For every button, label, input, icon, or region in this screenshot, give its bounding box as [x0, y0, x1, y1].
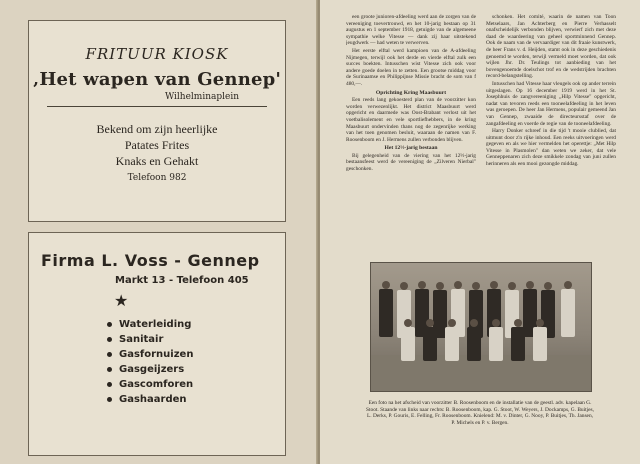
bullet-icon [107, 397, 112, 402]
left-page [0, 0, 318, 464]
list-item [107, 392, 193, 407]
paragraph: Het eerste elftal werd kampioen van de A-afdeeling Nijmegen, terwijl ook het derde en vierde elftal zulk een succes boekten. Intusschen wist Vitesse zich ook voor andere goede doelen in te zetten. Een grootse middag voor de Surinaamse en Philippijnse Missie bracht de som van f 480,—. [346, 47, 476, 87]
paragraph: een groote junioren-afdeeling werd aan de zorgen van de vereeniging toevertrouwd, en het 10-jarig bestaan op 31 augustus en 1 september 1918, getuigde van de algemeene sympathie welke Vitesse — dank zij haar uitstekend jeugdwerk — had weten te verwerven. [346, 14, 476, 47]
list-item-label: Gashaarden [119, 394, 187, 405]
ad-business-name: ‚Het wapen van Gennep' [32, 69, 282, 90]
list-item [107, 362, 193, 377]
ad-line-3: Knaks en Gehakt [115, 154, 199, 168]
team-photo [370, 262, 592, 392]
divider [47, 106, 267, 107]
firm-address: Markt 13 - Telefoon 405 [115, 275, 249, 286]
list-item [107, 377, 193, 392]
list-item-label: Gascomforen [119, 379, 194, 390]
list-item-label: Sanitair [119, 334, 164, 345]
list-item [107, 347, 193, 362]
ad-phone: Telefoon 982 [127, 173, 187, 183]
list-item-label: Gasgeijzers [119, 364, 185, 375]
paragraph: schonken. Het comité, waarin de namen van Toon Metselaars, Jan Achterberg en Pierre Verhasselt onafscheidelijk verbonden blijven, verwierf zich met deze daad de waardeering van geheel sportminnend Gennep. Ook de naam van de vervaardiger van dit fraaie kunstwerk, de heer Frans v. d. Heijden, stamt ook in deze geschiedenis genoemd te worden, terwijl vermeld moet worden, dat ook wijlen Jhr. Dr. Teulings tot aanbieding van het bovengenoemde doelschot trof en de wedstrijden brachten record-belangstelling. [486, 14, 616, 80]
list-item-label: Gasfornuizen [119, 349, 194, 360]
ad-location: Wilhelminaplein [164, 92, 240, 102]
text-column-1 [346, 14, 476, 254]
text-column-2 [486, 14, 616, 269]
section-heading: Het 12½-jarig bestaan [384, 145, 438, 152]
list-item [107, 332, 193, 347]
list-item-label: Waterleiding [119, 319, 192, 330]
bullet-icon [107, 322, 112, 327]
bullet-icon [107, 337, 112, 342]
paragraph: Harry Donker schreef in die tijd 't mooie clublied, dat uitmunt door z'n rijke inhoud. Een reeks uitvoeringen werd gegeven en als we hier vermelden het operettje: „Met Hilp Vitesse in Plasmolen" dan weten we zeker, dat vele Genneppenaren zich deze smikkele zondag van juni zullen herinneren als een mooi gezongde middag. [486, 128, 616, 168]
frituur-kiosk-ad [28, 20, 286, 222]
star-icon: ★ [114, 291, 129, 310]
bullet-icon [107, 352, 112, 357]
paragraph: Intusschen had Vitesse haar vleugels ook op ander terrein uitgeslagen. Op 16 december 1919 werd in het St. Josephhuis de zangvereeniging „Hilp Vitesse" opgericht, nadat van tevoren reeds een tooneelafdeeling in het leven was geroepen. De heer Jan Hermens, populair gemeend Jan van Gennep, zwaaide de directeursstaf over de zangafdeeling en voerde de regie van de tooneelafdeeling. [486, 80, 616, 127]
paragraph: Een reeds lang gekoesterd plan van de voorzitter kon worden verwezenlijkt. Het district Maasbuurt werd opgericht en daarmede was Oost-Brabant verlost uit het voetbalisolement en vele sportliefhebbers, in de kring Maasbuurt ondervinden thans nog de zegenrijke werking van het toen genomen besluit, waaraan de namen van F. Roosenboom en J. Hermens zullen verbonden blijven. [346, 97, 476, 143]
paragraph: Bij gelegenheid van de viering van het 12½-jarig bestaansfeest werd de vereeniging de „Zilveren Nierbal" geschonken. [346, 152, 476, 173]
ad-title: FRITUUR KIOSK [85, 45, 229, 63]
ad-line-1: Bekend om zijn heerlijke [96, 122, 218, 136]
section-heading: Oprichting Kring Maasbuurt [375, 89, 447, 96]
product-list [107, 317, 193, 407]
bullet-icon [107, 367, 112, 372]
bullet-icon [107, 382, 112, 387]
list-item [107, 317, 193, 332]
firm-name: Firma L. Voss - Gennep [41, 251, 260, 270]
firma-voss-ad [28, 232, 286, 456]
ad-line-2: Patates Frites [124, 138, 190, 152]
photo-caption: Een foto na het afscheid van voorzitter B. Roosenboom en de installatie van de geestl. adv. kapelaan G. Stoot. Staande van links naar rechts: B. Roosenboom, kap. G. Stoot, W. Weyers, J. Dockamps, G. Buitjes, L. Derks, P. Gouris, E. Felling, Fr. Roosenboom. Knielend: M. v. Dinter, G. Nooy, P. Buitjes, Th. Jansen, P. Michels en P. v. Bergen. [366, 400, 594, 426]
